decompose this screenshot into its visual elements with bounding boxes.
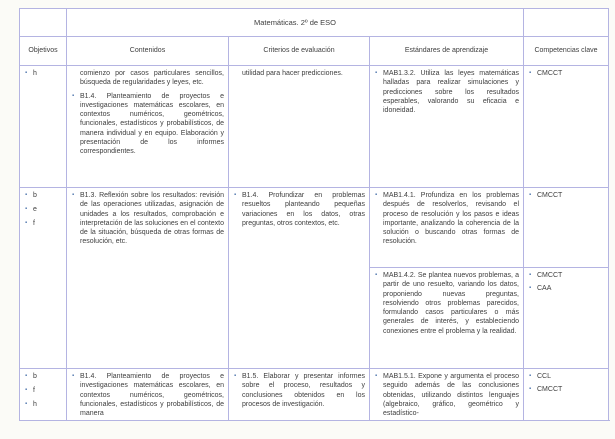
estandares-cell <box>370 369 524 422</box>
estandar-text: MAB1.5.1. Expone y argumenta el proceso seguido además de las conclusiones obtenidas, utilizando distintos lenguajes (algebraico, gráfico, geométrico y estadístico- <box>383 373 519 418</box>
contenidos-cell <box>67 369 229 422</box>
bullet-icon: ▪ <box>529 386 532 393</box>
contenido-text: B1.4. Planteamiento de proyectos e investigaciones matemáticas escolares, en contextos numéricos, geométricos, funcionales, estadísticos y probabilísticos, de manera individual y en equipo. Elaboración y presentación de los informes correspondientes. <box>80 92 224 156</box>
contenido-text: B1.3. Reflexión sobre los resultados: revisión de las operaciones utilizadas, asignación de unidades a los resultados, comprobación e interpretación de las soluciones en el contexto de la situación, búsqueda de otras formas de resolución, etc. <box>80 192 224 246</box>
bullet-icon: ▪ <box>529 373 532 379</box>
competencias-cell <box>524 369 609 422</box>
criterios-cell <box>229 66 370 188</box>
list-item <box>375 69 519 115</box>
estandar-text: MAB1.4.1. Profundiza en los problemas después de resolverlos, revisando el proceso de resolución y los pasos e ideas importante, analizando la coherencia de la solución o buscando otras formas de resolución. <box>383 192 519 246</box>
competencia-code: CMCCT <box>537 192 563 199</box>
bullet-icon: ▪ <box>25 373 28 379</box>
list-item <box>529 385 604 394</box>
curriculum-table-container <box>19 8 610 421</box>
bullet-icon: ▪ <box>375 192 378 198</box>
column-header-competencias: Competencias clave <box>524 37 609 66</box>
competencia-code: CMCCT <box>537 272 563 279</box>
bullet-icon: ▪ <box>72 373 75 379</box>
objetivo-letter: b <box>33 192 37 199</box>
corner-cell-left <box>20 9 67 37</box>
list-item <box>25 400 62 409</box>
bullet-icon: ▪ <box>72 92 75 99</box>
objetivos-cell <box>20 66 67 188</box>
page-title: Matemáticas. 2º de ESO <box>67 9 524 37</box>
list-item <box>234 191 365 228</box>
list-item <box>25 69 62 78</box>
list-item <box>529 271 604 280</box>
list-item <box>375 372 519 418</box>
list-item <box>25 219 62 228</box>
competencias-cell <box>524 188 609 268</box>
competencias-cell <box>524 268 609 369</box>
objetivo-letter: f <box>33 219 35 227</box>
list-item <box>529 372 604 381</box>
column-header-row <box>20 37 609 66</box>
continuation-text: utilidad para hacer predicciones. <box>242 70 343 77</box>
criterios-cell <box>229 188 370 369</box>
bullet-icon: ▪ <box>25 386 28 393</box>
objetivos-list <box>25 372 62 409</box>
list-item <box>234 372 365 409</box>
table-row <box>20 369 609 422</box>
estandares-cell <box>370 66 524 188</box>
objetivos-list <box>25 69 62 78</box>
list-item <box>529 69 604 78</box>
bullet-icon: ▪ <box>234 373 237 379</box>
list-item <box>25 386 62 395</box>
competencia-code: CMCCT <box>537 386 563 394</box>
estandares-cell <box>370 268 524 369</box>
bullet-icon: ▪ <box>375 373 378 379</box>
bullet-icon: ▪ <box>25 205 28 212</box>
continuation-text: comienzo por casos particulares sencillos, búsqueda de regularidades y leyes, etc. <box>80 70 224 87</box>
column-header-estandares: Estándares de aprendizaje <box>370 37 524 66</box>
contenidos-cell <box>67 188 229 369</box>
table-row <box>20 188 609 268</box>
criterios-cell <box>229 369 370 422</box>
list-item <box>72 191 224 247</box>
bullet-icon: ▪ <box>25 400 28 407</box>
objetivo-letter: e <box>33 205 37 213</box>
bullet-icon: ▪ <box>529 192 532 198</box>
estandares-cell <box>370 188 524 268</box>
column-header-contenidos: Contenidos <box>67 37 229 66</box>
list-item <box>529 284 604 293</box>
title-row <box>20 9 609 37</box>
corner-cell-right <box>524 9 609 37</box>
objetivo-letter: h <box>33 400 37 408</box>
table-row <box>20 66 609 188</box>
column-header-objetivos: Objetivos <box>20 37 67 66</box>
bullet-icon: ▪ <box>375 70 378 76</box>
bullet-icon: ▪ <box>25 70 28 76</box>
objetivos-cell <box>20 188 67 369</box>
estandar-text: MAB1.4.2. Se plantea nuevos problemas, a partir de uno resuelto, variando los datos, proponiendo nuevas preguntas, resolviendo otros problemas parecidos, formulando casos particulares o más generales de interés, y estableciendo conexiones entre el problema y la realidad. <box>383 272 519 335</box>
objetivos-list <box>25 191 62 228</box>
objetivo-letter: h <box>33 70 37 77</box>
criterio-text: B1.5. Elaborar y presentar informes sobre el proceso, resultados y conclusiones obtenidos en los procesos de investigación. <box>242 373 365 408</box>
objetivos-cell <box>20 369 67 422</box>
bullet-icon: ▪ <box>72 192 75 198</box>
objetivo-letter: b <box>33 373 37 380</box>
list-item <box>25 372 62 381</box>
list-item <box>72 92 224 157</box>
estandar-text: MAB1.3.2. Utiliza las leyes matemáticas halladas para realizar simulaciones y predicciones sobre los resultados esperables, valorando su eficacia e idoneidad. <box>383 70 519 115</box>
list-item <box>529 191 604 200</box>
criterio-text: B1.4. Profundizar en problemas resueltos planteando pequeñas variaciones en los datos, otras preguntas, otros contextos, etc. <box>242 192 365 227</box>
competencia-code: CCL <box>537 373 552 380</box>
list-item <box>25 191 62 200</box>
contenidos-cell <box>67 66 229 188</box>
bullet-icon: ▪ <box>529 70 532 76</box>
objetivo-letter: f <box>33 386 35 394</box>
list-item <box>25 205 62 214</box>
bullet-icon: ▪ <box>375 272 378 278</box>
bullet-icon: ▪ <box>234 192 237 198</box>
bullet-icon: ▪ <box>25 192 28 198</box>
list-item <box>375 271 519 336</box>
curriculum-table <box>19 8 609 421</box>
column-header-criterios: Criterios de evaluación <box>229 37 370 66</box>
bullet-icon: ▪ <box>25 219 28 226</box>
list-item <box>375 191 519 247</box>
competencias-cell <box>524 66 609 188</box>
contenido-text: B1.4. Planteamiento de proyectos e investigaciones matemáticas escolares, en contextos numéricos, geométricos, funcionales, estadísticos y probabilísticos, de manera <box>80 373 224 418</box>
bullet-icon: ▪ <box>529 272 532 278</box>
competencia-code: CAA <box>537 285 552 293</box>
list-item <box>72 372 224 418</box>
bullet-icon: ▪ <box>529 285 532 292</box>
competencia-code: CMCCT <box>537 70 563 77</box>
